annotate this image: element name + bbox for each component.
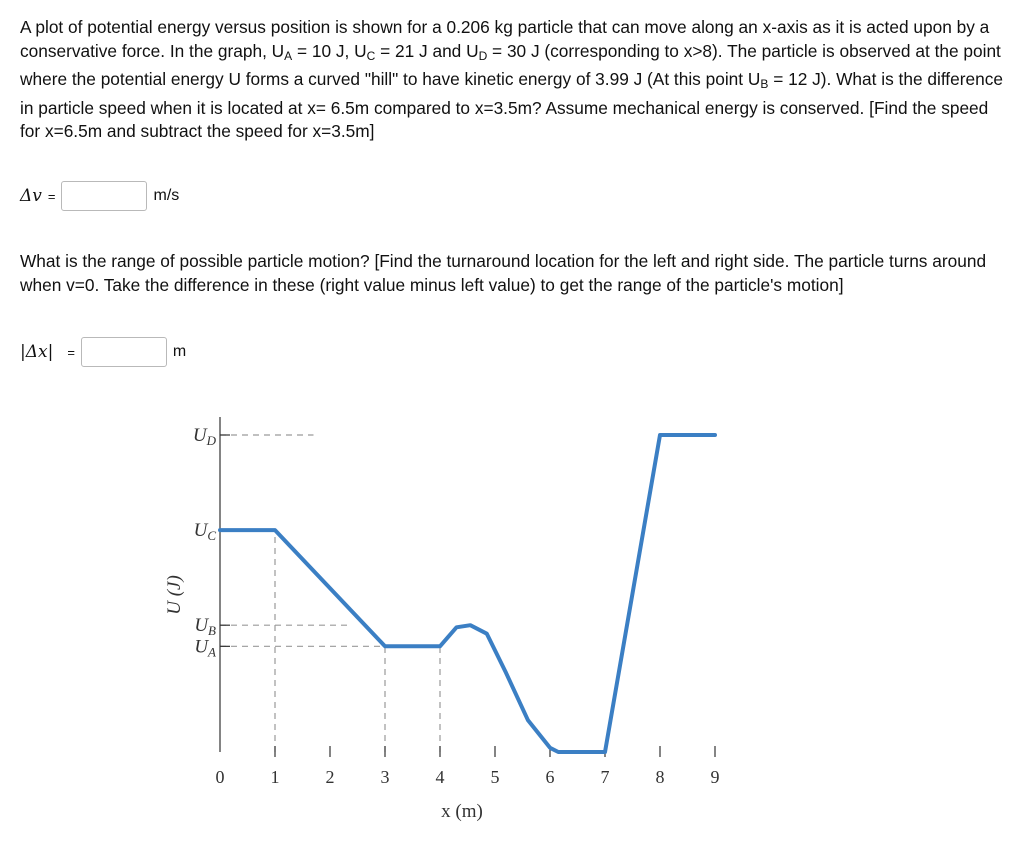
delta-x-unit: m	[172, 343, 187, 360]
delta-x-label: |Δx|	[20, 342, 54, 362]
dashed-guides	[220, 435, 440, 752]
y-axis-label: U (J)	[164, 575, 185, 615]
delta-v-label: Δv	[20, 186, 42, 206]
x-tick-label-8: 8	[655, 767, 665, 787]
y-tick-label-C: $U_C$	[193, 520, 216, 544]
equals-sign: =	[47, 188, 56, 204]
x-tick-label-2: 2	[325, 767, 335, 787]
question2-text: What is the range of possible particle motion? [Find the turnaround location for the left and right side. The particle turns around when v=0. Take the difference in these (right value minus left value) to get the range of the particle's motion]	[20, 251, 987, 295]
delta-v-unit: m/s	[153, 187, 180, 204]
x-tick-label-9: 9	[710, 767, 720, 787]
x-ticks	[216, 746, 720, 787]
potential-energy-graph	[140, 395, 760, 835]
equals-sign: =	[67, 344, 75, 360]
potential-energy-curve	[220, 435, 715, 752]
delta-x-input[interactable]	[81, 337, 167, 367]
y-tick-label-B: $U_B$	[194, 615, 216, 639]
y-ticks	[193, 425, 230, 659]
y-tick-label-D: $U_D$	[192, 425, 216, 448]
x-tick-label-6: 6	[545, 767, 555, 787]
y-tick-label-A: $U_A$	[194, 636, 216, 660]
x-tick-label-7: 7	[600, 767, 610, 787]
x-tick-label-5: 5	[490, 767, 500, 787]
x-axis-label: x (m)	[441, 801, 483, 822]
answer-row-delta-x	[20, 337, 186, 367]
x-tick-label-4: 4	[435, 767, 445, 787]
x-tick-label-1: 1	[270, 767, 280, 787]
question1-text: A plot of potential energy versus position is shown for a 0.206 kg particle that can move along an x-axis as it is acted upon by a conservative force. In the graph, $U_A = 10$ J, $U_C = 21$ J and $U_D = 30$ J (corresponding to x>8). The particle is observed at the point where the potential energy U forms a curved "hill" to have kinetic energy of 3.99 J (At this point $U_B = 12$ J). What is the difference in particle speed when it is located at x= 6.5m compared to x=3.5m? Assume mechanical energy is conserved. [Find the speed for x=6.5m and subtract the speed for x=3.5m]	[20, 17, 1003, 141]
delta-v-input[interactable]	[61, 181, 147, 211]
x-tick-label-3: 3	[380, 767, 390, 787]
x-tick-label-0: 0	[215, 767, 225, 787]
answer-row-delta-v	[20, 181, 179, 211]
